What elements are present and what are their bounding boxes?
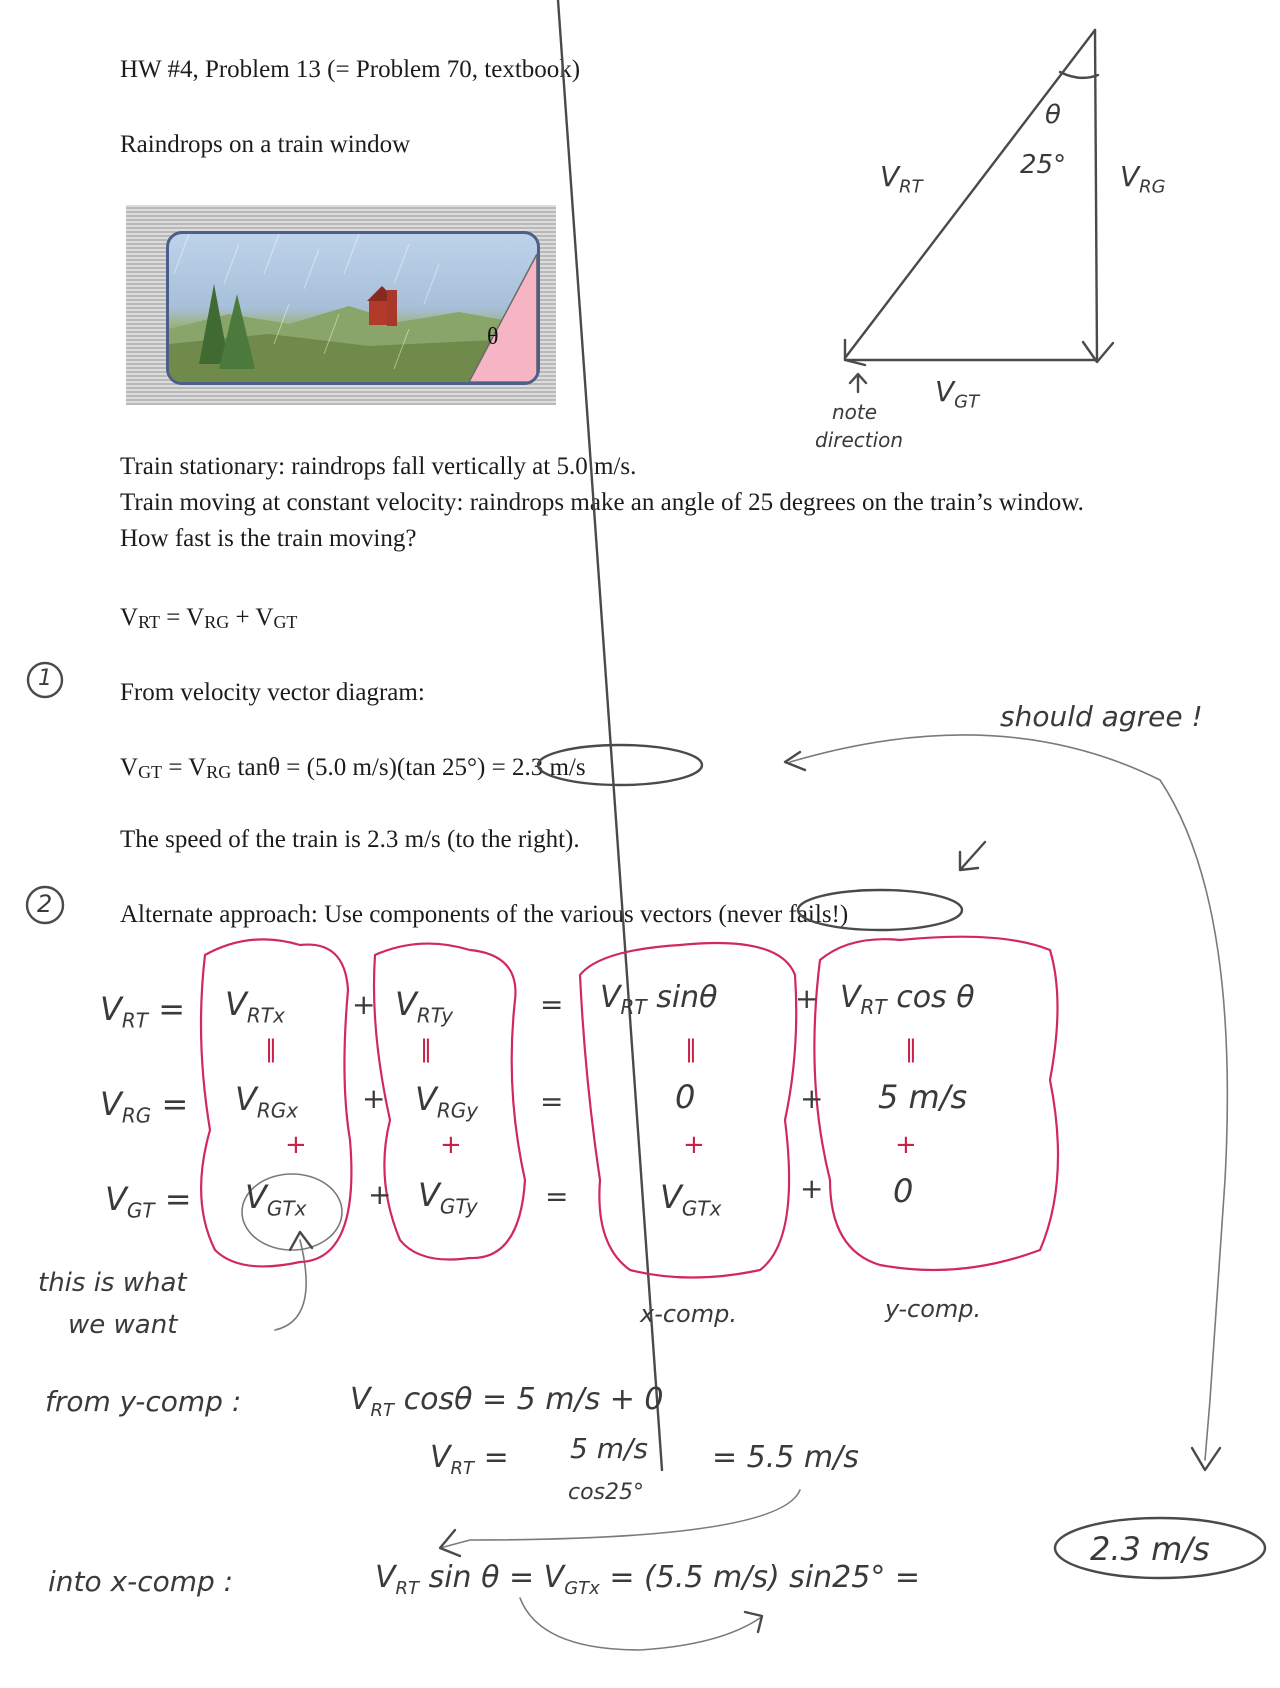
page-title: HW #4, Problem 13 (= Problem 70, textbook) <box>120 56 581 83</box>
row-rt-yc-eq-mark: ‖ <box>905 1035 917 1063</box>
diagram-vrg-label: $V_{RG}$ <box>1120 160 1166 198</box>
diagram-theta: θ <box>1045 100 1061 130</box>
row-rt-plus: + <box>352 988 376 1021</box>
method1-heading: From velocity vector diagram: <box>120 679 425 706</box>
fraction-denominator: cos25° <box>568 1480 645 1505</box>
into-x-comp-label: into x-comp : <box>48 1565 234 1598</box>
row-rt-ycomp: $V_{RT}$ cos θ <box>840 980 975 1019</box>
y-comp-equation-2: $V_{RT}$ = <box>430 1440 509 1479</box>
from-y-comp-label: from y-comp : <box>45 1385 242 1418</box>
row-rt-y-eq-mark: ‖ <box>420 1035 432 1063</box>
method1-equation: $V_{GT} = V_{RG}$ tanθ = (5.0 m/s)(tan 25°) = 2.3 m/s <box>120 754 586 782</box>
y-comp-result: = 5.5 m/s <box>712 1440 859 1475</box>
row-rg-xcomp: 0 <box>675 1078 696 1116</box>
row-gt-y: $V_{GTy}$ <box>418 1176 478 1219</box>
diagram-vgt-label: $V_{GT}$ <box>935 375 980 413</box>
row-rg-xc-plus-mark: + <box>683 1130 705 1160</box>
row-gt-plus2: + <box>800 1172 824 1205</box>
row-rg-ycomp: 5 m/s <box>878 1078 968 1116</box>
row-gt-ycomp: 0 <box>893 1172 914 1210</box>
row-gt-xcomp: $V_{GTx}$ <box>660 1178 722 1221</box>
row-rt-xc-eq-mark: ‖ <box>685 1035 697 1063</box>
theta-label: θ <box>487 324 499 350</box>
step-marker-1: 1 <box>38 666 52 691</box>
step-marker-2: 2 <box>37 890 53 918</box>
page-subtitle: Raindrops on a train window <box>120 131 411 158</box>
row-gt-x: $V_{GTx}$ <box>245 1178 307 1221</box>
should-agree-note: should agree ! <box>1000 700 1203 733</box>
problem-line-1: Train stationary: raindrops fall vertically at 5.0 m/s. <box>120 453 637 480</box>
row-rg-x-plus-mark: + <box>285 1130 307 1160</box>
row-rg-y-plus-mark: + <box>440 1130 462 1160</box>
vector-equation: $V_{RT} = V_{RG} + V_{GT}$ <box>120 604 298 632</box>
diagram-vrt-label: $V_{RT}$ <box>880 160 923 198</box>
y-comp-equation-1: $V_{RT}$ cosθ = 5 m/s + 0 <box>350 1382 664 1421</box>
row-rt-lhs: $V_{RT}$ = <box>100 990 185 1033</box>
x-comp-label: x-comp. <box>640 1300 737 1328</box>
row-rg-plus: + <box>362 1082 386 1115</box>
row-rg-yc-plus-mark: + <box>895 1130 917 1160</box>
row-rg-y: $V_{RGy}$ <box>415 1080 479 1123</box>
row-rt-xcomp: $V_{RT}$ sinθ <box>600 980 718 1019</box>
row-rt-eq: = <box>540 988 564 1021</box>
fraction-numerator: 5 m/s <box>570 1432 649 1465</box>
y-comp-label: y-comp. <box>885 1295 982 1323</box>
row-rt-x-eq-mark: ‖ <box>265 1035 277 1063</box>
what-we-want-note-1: this is what <box>38 1268 187 1298</box>
final-answer: 2.3 m/s <box>1090 1530 1210 1568</box>
row-gt-eq: = <box>545 1180 569 1213</box>
method1-conclusion: The speed of the train is 2.3 m/s (to the right). <box>120 826 580 853</box>
x-comp-equation: $V_{RT}$ $\sin \theta = V_{GTx} = (5.5$ m/s) sin25° = <box>375 1560 921 1599</box>
row-rg-eq: = <box>540 1085 564 1118</box>
row-rg-plus2: + <box>800 1082 824 1115</box>
row-rt-x: $V_{RTx}$ <box>225 985 285 1028</box>
row-rg-lhs: $V_{RG}$ = <box>100 1085 189 1128</box>
problem-line-2: Train moving at constant velocity: raindrops make an angle of 25 degrees on the train’s window. <box>120 489 1084 516</box>
what-we-want-note-2: we want <box>68 1310 178 1340</box>
diagram-direction-label: direction <box>815 428 904 452</box>
row-gt-plus: + <box>368 1178 392 1211</box>
row-rg-x: $V_{RGx}$ <box>235 1080 299 1123</box>
diagram-note-label: note <box>832 400 878 424</box>
row-rt-y: $V_{RTy}$ <box>395 985 454 1028</box>
method2-heading: Alternate approach: Use components of the various vectors (never fails!) <box>120 901 849 928</box>
diagram-angle: 25° <box>1020 150 1067 180</box>
row-gt-lhs: $V_{GT}$ = <box>105 1180 192 1223</box>
row-rt-plus2: + <box>795 982 819 1015</box>
problem-line-3: How fast is the train moving? <box>120 525 417 552</box>
